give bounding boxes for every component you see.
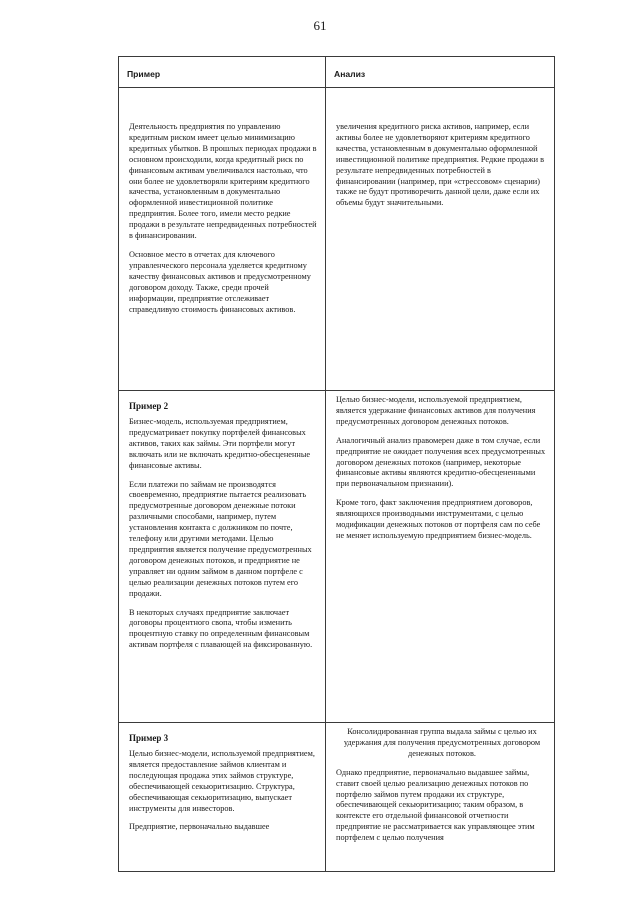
analysis-paragraph: Однако предприятие, первоначально выдавшее займы, ставит своей целью реализацию денежных потоков по портфелю займов путем продажи их структуре, обеспечивающей секьюритизацию; таким образом, в контексте его отдельной финансовой отчетности предприятие не рассматривается как управляющее этим портфелем с целью получения	[336, 767, 535, 843]
example-paragraph: Если платежи по займам не производятся своевременно, предприятие пытается реализовать предусмотренные договором денежные потоки различными способами, например, путем установления контакта с должником по почте, телефону или другими методами. Целью предприятия является получение предусмотренных договором денежных потоков, и предприятие не управляет ни одним займом в данном портфеле с целью реализации денежных потоков путем его продажи.	[129, 479, 312, 598]
table-row	[119, 88, 555, 391]
analysis-cell	[326, 723, 555, 872]
examples-table	[118, 56, 555, 872]
example-cell	[119, 391, 326, 723]
analysis-paragraph: Консолидированная группа выдала займы с целью их удержания для получения предусмотренных договором денежных потоков.	[343, 727, 541, 758]
table-row	[119, 723, 555, 872]
analysis-cell	[326, 88, 555, 391]
analysis-paragraph: увеличения кредитного риска активов, например, если активы более не удовлетворяют критериям кредитного качества, установленным в документально оформленной инвестиционной политике предприятия. Редкие продажи в результате непредвиденных потребностей в финансировании (например, при «стрессовом» сценарии) также не будут противоречить данной цели, даже если их объемы будут значительными.	[336, 122, 545, 208]
example-cell	[119, 723, 326, 872]
table-header-row	[119, 57, 555, 88]
example-paragraph: Бизнес-модель, используемая предприятием, предусматривает покупку портфелей финансовых активов, таких как займы. Эти портфели могут включать или не включать кредитно-обесцененные финансовые активы.	[129, 417, 311, 470]
header-cell-example	[119, 57, 326, 88]
example-paragraph: Предприятие, первоначально выдавшее	[129, 822, 270, 832]
example-title: Пример 2	[129, 401, 169, 411]
header-cell-analysis	[326, 57, 555, 88]
example-cell	[119, 88, 326, 391]
header-label-example: Пример	[127, 69, 161, 79]
example-paragraph: Деятельность предприятия по управлению кредитным риском имеет целью минимизацию кредитных убытков. В прошлых периодах продажи в основном происходили, когда кредитный риск по финансовым активам увеличивался настолько, что они более не удовлетворяли критериям кредитного качества, установленным в документально оформленной инвестиционной политике предприятия. Более того, имели место редкие продажи в результате непредвиденных потребностей в финансировании.	[129, 122, 317, 241]
table-row	[119, 391, 555, 723]
analysis-cell	[326, 391, 555, 723]
analysis-paragraph: Аналогичный анализ правомерен даже в том случае, если предприятие не ожидает получения всех предусмотренных договором денежных потоков (например, некоторые финансовые активы являются кредитно-обесцененными при первоначальном признании).	[336, 435, 546, 489]
analysis-paragraph: Целью бизнес-модели, используемой предприятием, является удержание финансовых активов для получения предусмотренных договором денежных потоков.	[336, 395, 536, 426]
example-paragraph: Основное место в отчетах для ключевого управленческого персонала уделяется кредитному качеству финансовых активов и предусмотренному договором доходу. Также, среди прочей информации, предприятие отслеживает справедливую стоимость финансовых активов.	[129, 249, 311, 314]
analysis-paragraph: Кроме того, факт заключения предприятием договоров, являющихся производными инструментами, с целью модификации денежных потоков от портфеля сам по себе не меняет используемую предприятием бизнес-модель.	[336, 498, 541, 540]
example-paragraph: В некоторых случаях предприятие заключает договоры процентного свопа, чтобы изменить процентную ставку по определенным финансовым активам портфеля с плавающей на фиксированную.	[129, 607, 313, 650]
header-label-analysis: Анализ	[334, 69, 366, 79]
example-title: Пример 3	[129, 733, 169, 743]
page-number: 61	[313, 18, 327, 33]
example-paragraph: Целью бизнес-модели, используемой предприятием, является предоставление займов клиентам и последующая продажа этих займов структуре, обеспечивающей секьюритизацию. Структура, обеспечивающая секьюритизацию, выпускает инструменты для инвесторов.	[129, 749, 315, 813]
